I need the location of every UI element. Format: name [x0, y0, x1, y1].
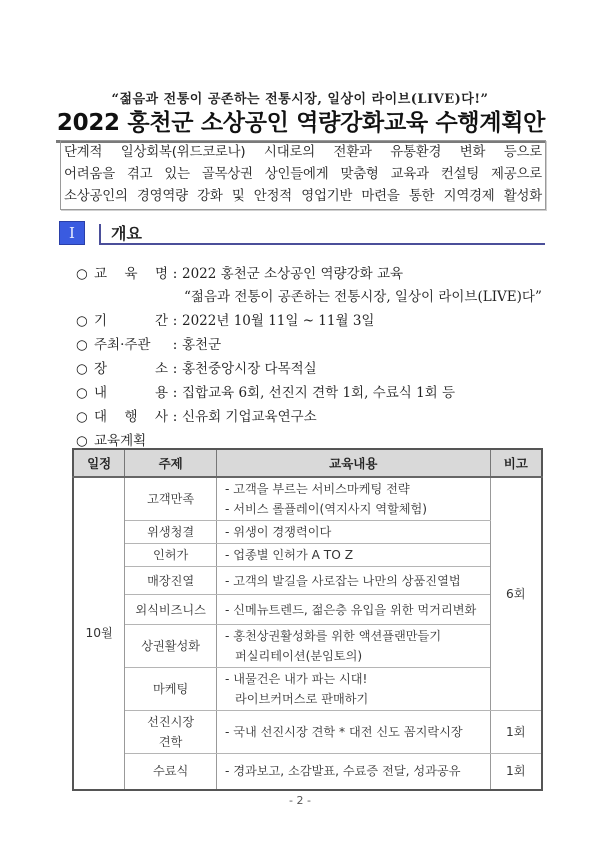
- content-cell: - 고객의 발길을 사로잡는 나만의 상품진열법: [216, 567, 490, 595]
- info-value: 2022년 10월 11일 ~ 11월 3일: [182, 313, 375, 329]
- info-item-period: ○ 기 간 : 2022년 10월 11일 ~ 11월 3일: [76, 309, 374, 329]
- table-header-row: [73, 449, 542, 477]
- topic-cell: 수료식: [125, 754, 217, 790]
- page-number: - 2 -: [289, 794, 311, 807]
- table-row: [73, 477, 542, 521]
- info-value: 집합교육 6회, 선진지 견학 1회, 수료식 1회 등: [182, 385, 456, 401]
- slogan: “젊음과 전통이 공존하는 전통시장, 일상이 라이브(LIVE)다!”: [111, 92, 489, 107]
- info-label: 교육계획: [94, 433, 147, 449]
- info-item-host: ○ 주최·주관 : 홍천군: [76, 333, 221, 353]
- info-value: 신유회 기업교육연구소: [182, 409, 317, 425]
- table-row: [73, 711, 542, 754]
- header-topic: 주제: [125, 449, 217, 477]
- bullet-circle-icon: ○: [76, 266, 88, 282]
- info-item-plan: [76, 429, 146, 449]
- info-label: 장 소: [94, 361, 168, 377]
- header-schedule: 일정: [73, 449, 125, 477]
- content-cell: - 고객을 부르는 서비스마케팅 전략 - 서비스 롤플레이(역지사지 역할체험): [216, 477, 490, 521]
- section-title: 개요: [111, 224, 142, 243]
- topic-cell: 선진시장 견학: [125, 711, 217, 754]
- content-cell: - 위생이 경쟁력이다: [216, 521, 490, 544]
- note-cell: 1회: [490, 754, 542, 790]
- bullet-circle-icon: ○: [76, 385, 88, 401]
- bullet-circle-icon: ○: [76, 361, 88, 377]
- summary-line: 소상공인의 경영역량 강화 및 안정적 영업기반 마련을 통한 지역경제 활성화: [64, 189, 542, 204]
- note-cell: 6회: [490, 477, 542, 711]
- table-row: [73, 544, 542, 567]
- section-number-badge: I: [59, 221, 85, 245]
- info-value-subtitle: “젊음과 전통이 공존하는 전통시장, 일상이 라이브(LIVE)다”: [184, 289, 542, 305]
- info-value: 홍천군: [182, 337, 222, 353]
- info-label: 교 육 명: [94, 266, 168, 282]
- info-label: 주최·주관: [94, 337, 151, 353]
- topic-cell: 상권활성화: [125, 625, 217, 668]
- month-cell: 10월: [73, 477, 125, 790]
- summary-line: 어려움을 겪고 있는 골목상권 상인들에게 맞춤형 교육과 컨설팅 제공으로: [64, 167, 542, 182]
- info-value: 홍천중앙시장 다목적실: [182, 361, 317, 377]
- summary-box: [60, 140, 546, 210]
- info-label: 내 용: [94, 385, 168, 401]
- summary-line: 단계적 일상회복(위드코로나) 시대로의 전환과 유통환경 변화 등으로: [64, 145, 542, 160]
- content-cell: - 내물건은 내가 파는 시대! 라이브커머스로 판매하기: [216, 668, 490, 711]
- content-cell: - 경과보고, 소감발표, 수료증 전달, 성과공유: [216, 754, 490, 790]
- content-cell: - 업종별 인허가 A TO Z: [216, 544, 490, 567]
- topic-cell: 위생청결: [125, 521, 217, 544]
- info-item-course-subtitle: [184, 285, 542, 305]
- bullet-circle-icon: ○: [76, 409, 88, 425]
- content-cell: - 국내 선진시장 견학 * 대전 신도 꼼지락시장: [216, 711, 490, 754]
- bullet-circle-icon: ○: [76, 433, 88, 449]
- header-content: 교육내용: [216, 449, 490, 477]
- topic-cell: 매장진열: [125, 567, 217, 595]
- table-row: [73, 668, 542, 711]
- table-row: [73, 567, 542, 595]
- section-divider-horizontal: [99, 243, 545, 245]
- topic-cell: 인허가: [125, 544, 217, 567]
- section-heading: [59, 221, 545, 245]
- education-plan-table: [72, 448, 543, 791]
- table-row: [73, 625, 542, 668]
- section-divider-vertical: [99, 224, 101, 244]
- content-cell: - 홍천상권활성화를 위한 액션플랜만들기 퍼실리테이션(분임토의): [216, 625, 490, 668]
- info-item-agency: ○ 대 행 사 : 신유회 기업교육연구소: [76, 405, 317, 425]
- topic-cell: 마케팅: [125, 668, 217, 711]
- info-label: 대 행 사: [94, 409, 168, 425]
- table-row: [73, 754, 542, 790]
- note-cell: 1회: [490, 711, 542, 754]
- topic-cell: 고객만족: [125, 477, 217, 521]
- info-item-content: ○ 내 용 : 집합교육 6회, 선진지 견학 1회, 수료식 1회 등: [76, 381, 455, 401]
- content-cell: - 신메뉴트렌드, 젊은층 유입을 위한 먹거리변화: [216, 595, 490, 625]
- bullet-circle-icon: ○: [76, 337, 88, 353]
- info-item-venue: ○ 장 소 : 홍천중앙시장 다목적실: [76, 357, 317, 377]
- table-row: [73, 595, 542, 625]
- bullet-circle-icon: ○: [76, 313, 88, 329]
- topic-cell: 외식비즈니스: [125, 595, 217, 625]
- info-label: 기 간: [94, 313, 168, 329]
- table-row: [73, 521, 542, 544]
- info-item-course-name: ○ 교 육 명 : 2022 홍천군 소상공인 역량강화 교육: [76, 262, 403, 282]
- header-note: 비고: [490, 449, 542, 477]
- info-value: 2022 홍천군 소상공인 역량강화 교육: [182, 266, 404, 282]
- document-title: 2022 홍천군 소상공인 역량강화교육 수행계획안: [56, 104, 546, 143]
